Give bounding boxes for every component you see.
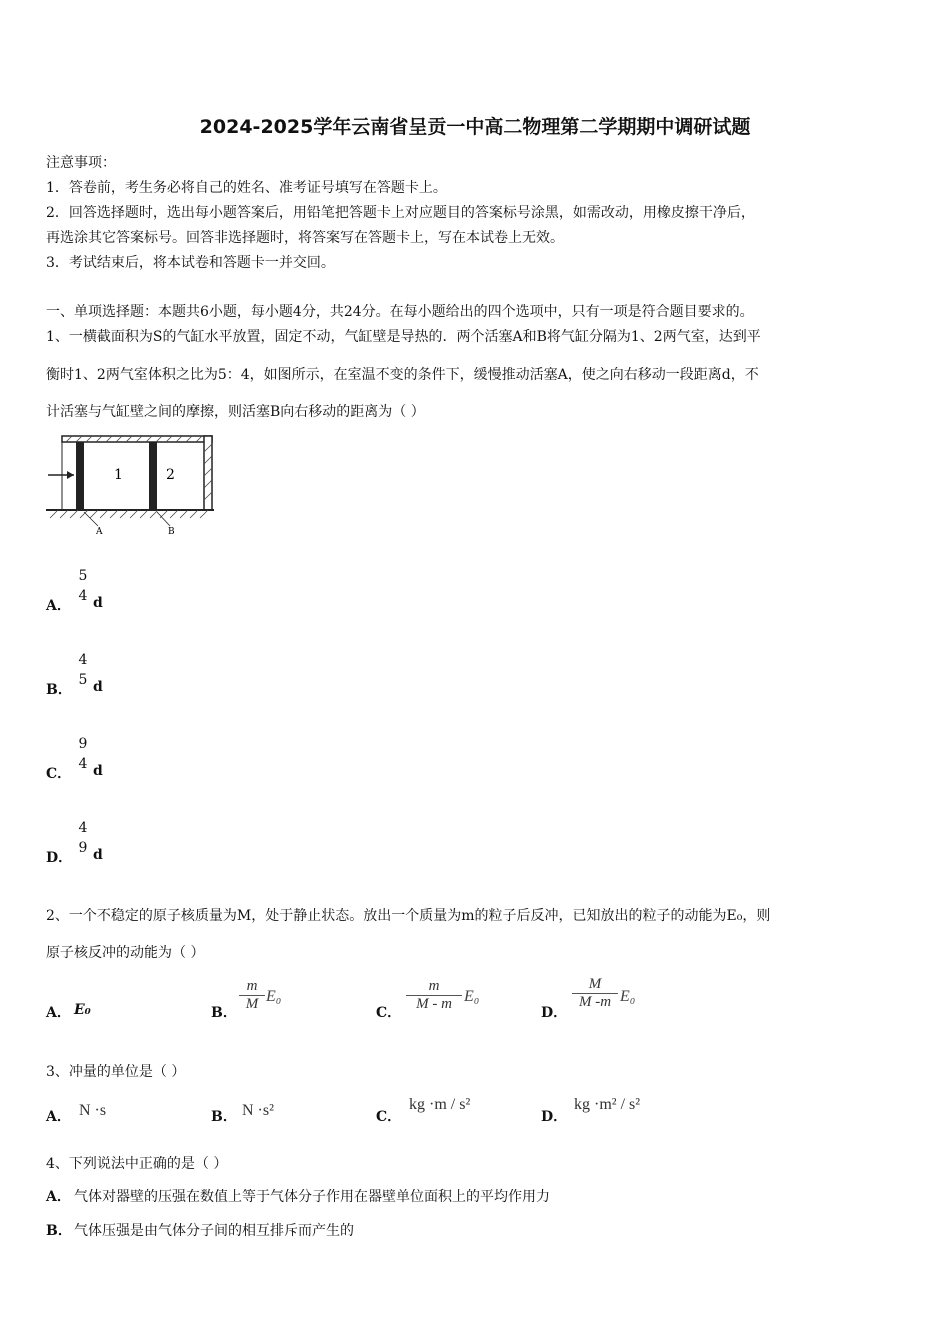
piston-b-label: B (168, 527, 175, 536)
question-text: 原子核反冲的动能为（ ） (46, 945, 205, 961)
fraction: M M -m (572, 976, 618, 1011)
option-label: B． (46, 682, 72, 698)
note-item: 2．回答选择题时，选出每小题答案后，用铅笔把答题卡上对应题目的答案标号涂黑，如需改动，用橡皮擦干净后， (46, 205, 755, 221)
fraction: m M - m (406, 978, 462, 1013)
option-label: D． (46, 850, 73, 866)
note-item: 1．答卷前，考生务必将自己的姓名、准考证号填写在答题卡上。 (46, 180, 447, 196)
page-title: 2024-2025学年云南省呈贡一中高二物理第二学期期中调研试题 (199, 116, 751, 138)
option-text: E₀ (74, 1002, 91, 1018)
option-label: B． (211, 1109, 237, 1125)
question-text: 2、一个不稳定的原子核质量为M，处于静止状态。放出一个质量为m的粒子后反冲，已知放出的粒子的动能为E₀，则 (46, 908, 771, 924)
arrow-right-icon (67, 471, 74, 479)
question-text: 3、冲量的单位是（ ） (46, 1064, 186, 1080)
question-text: 4、下列说法中正确的是（ ） (46, 1156, 228, 1172)
option-text: kg ·m / s² (409, 1096, 471, 1113)
option-text: N ·s (79, 1102, 107, 1119)
option-label: B． (211, 1005, 237, 1021)
option-text: kg ·m² / s² (574, 1096, 641, 1113)
chamber-2-label: 2 (166, 467, 175, 483)
option-text: 气体压强是由气体分子间的相互排斥而产生的 (74, 1223, 354, 1239)
section-heading: 一、单项选择题：本题共6小题，每小题4分，共24分。在每小题给出的四个选项中，只有一项是符合题目要求的。 (46, 304, 754, 320)
question-text: 衡时1、2两气室体积之比为5：4，如图所示，在室温不变的条件下，缓慢推动活塞A，使之向右移动一段距离d，不 (46, 367, 759, 383)
option-label: A． (46, 598, 71, 614)
option-text: E₀ (464, 988, 480, 1005)
note-item: 3．考试结束后，将本试卷和答题卡一并交回。 (46, 255, 335, 271)
fraction: 4 5 (78, 652, 88, 688)
fraction: m M (239, 978, 265, 1013)
option-unit: d (93, 763, 103, 779)
option-label: D． (541, 1005, 568, 1021)
option-label: C． (376, 1005, 402, 1021)
option-text: E₀ (620, 988, 636, 1005)
cylinder-figure (46, 434, 216, 536)
option-unit: d (93, 847, 103, 863)
option-label: A． (46, 1005, 71, 1021)
option-text: E₀ (266, 988, 282, 1005)
option-label: C． (376, 1109, 402, 1125)
piston-a-label: A (96, 527, 103, 536)
piston-b (149, 442, 157, 510)
note-item: 再选涂其它答案标号。回答非选择题时，将答案写在答题卡上，写在本试卷上无效。 (46, 230, 564, 246)
option-text: N ·s² (242, 1102, 274, 1119)
option-label: D． (541, 1109, 568, 1125)
option-label: C． (46, 766, 72, 782)
chamber-1-label: 1 (114, 467, 123, 483)
option-label: A． (46, 1189, 71, 1205)
piston-a (76, 442, 84, 510)
option-label: A． (46, 1109, 71, 1125)
fraction: 4 9 (78, 820, 88, 856)
fraction: 9 4 (78, 736, 88, 772)
option-text: 气体对器壁的压强在数值上等于气体分子作用在器壁单位面积上的平均作用力 (74, 1189, 550, 1205)
question-text: 计活塞与气缸壁之间的摩擦，则活塞B向右移动的距离为（ ） (46, 404, 425, 420)
option-unit: d (93, 595, 103, 611)
option-unit: d (93, 679, 103, 695)
option-label: B． (46, 1223, 72, 1239)
question-text: 1、一横截面积为S的气缸水平放置，固定不动，气缸壁是导热的．两个活塞A和B将气缸分隔为1、2两气室，达到平 (46, 329, 761, 345)
fraction: 5 4 (78, 568, 88, 604)
notes-heading: 注意事项： (46, 155, 116, 171)
